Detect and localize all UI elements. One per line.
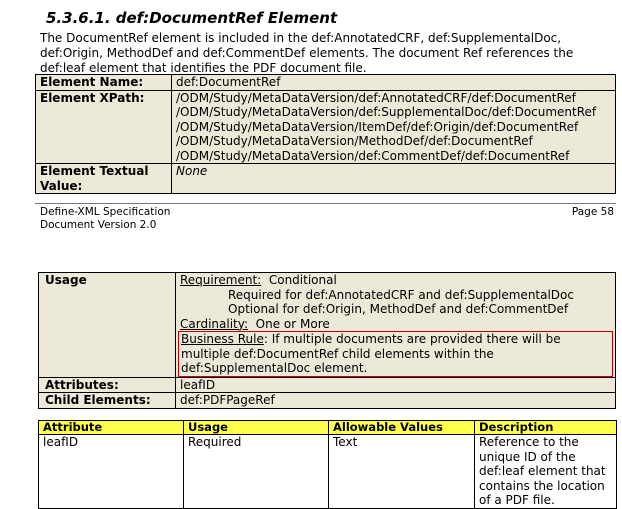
intro-line: The DocumentRef element is included in the def:AnnotatedCRF, def:SupplementalDoc, bbox=[40, 31, 562, 45]
element-xpath-row bbox=[36, 90, 616, 164]
usage-row bbox=[39, 273, 616, 378]
header-usage: Usage bbox=[184, 421, 329, 435]
child-elements-label: Child Elements: bbox=[39, 393, 176, 409]
business-rule-label: Business Rule bbox=[181, 332, 264, 346]
attributes-label: Attributes: bbox=[39, 377, 176, 393]
usage-details bbox=[176, 273, 616, 378]
requirement-value: Conditional bbox=[268, 273, 337, 287]
header-attribute: Attribute bbox=[39, 421, 184, 435]
cell-usage: Required bbox=[184, 435, 329, 509]
requirement-label: Requirement: bbox=[180, 273, 262, 287]
cardinality-line bbox=[180, 317, 611, 332]
optional-for-line: Optional for def:Origin, MethodDef and def:CommentDef bbox=[228, 302, 569, 316]
xpath-line: /ODM/Study/MetaDataVersion/def:SupplementalDoc/def:DocumentRef bbox=[176, 105, 597, 119]
business-rule-highlight bbox=[178, 331, 613, 377]
element-textual-row bbox=[36, 164, 616, 194]
element-textual-value: None bbox=[172, 164, 616, 194]
xpath-line: /ODM/Study/MetaDataVersion/MethodDef/def:DocumentRef bbox=[176, 134, 533, 148]
usage-label: Usage bbox=[39, 273, 176, 378]
child-elements-value: def:PDFPageRef bbox=[176, 393, 616, 409]
xpath-line: /ODM/Study/MetaDataVersion/def:CommentDef/def:DocumentRef bbox=[176, 148, 570, 163]
element-xpath-list bbox=[172, 90, 616, 164]
cardinality-label: Cardinality: bbox=[180, 316, 249, 331]
element-xpath-label: Element XPath: bbox=[36, 90, 172, 164]
page-footer-rule bbox=[35, 203, 616, 204]
footer-doc-version: Document Version 2.0 bbox=[40, 218, 157, 231]
element-textual-label: Element Textual Value: bbox=[36, 164, 172, 194]
attributes-row bbox=[39, 377, 616, 393]
intro-line: def:leaf element that identifies the PDF document file. bbox=[40, 61, 367, 75]
attribute-table-header bbox=[39, 421, 617, 435]
usage-table bbox=[38, 272, 616, 409]
intro-line: def:Origin, MethodDef and def:CommentDef elements. The document Ref references the bbox=[40, 46, 574, 60]
element-name-label: Element Name: bbox=[36, 75, 172, 91]
page-number: Page 58 bbox=[571, 206, 614, 218]
element-name-row bbox=[36, 75, 616, 91]
cell-attribute: leafID bbox=[39, 435, 184, 509]
attributes-value: leafID bbox=[176, 377, 616, 393]
table-row bbox=[39, 435, 617, 509]
attribute-table bbox=[38, 420, 617, 509]
business-rule-text: : If multiple documents are provided there will be multiple def:DocumentRef child elements within the def:SupplementalDoc element. bbox=[181, 332, 561, 375]
required-for-line: Required for def:AnnotatedCRF and def:SupplementalDoc bbox=[228, 287, 574, 302]
requirement-line bbox=[180, 273, 611, 288]
header-description: Description bbox=[475, 421, 617, 435]
xpath-line: /ODM/Study/MetaDataVersion/def:AnnotatedCRF/def:DocumentRef bbox=[176, 90, 576, 105]
cell-allowable-values: Text bbox=[329, 435, 475, 509]
element-definition-table bbox=[35, 74, 616, 194]
section-heading: 5.3.6.1. def:DocumentRef Element bbox=[46, 9, 338, 27]
child-elements-row bbox=[39, 393, 616, 409]
footer-spec-name: Define-XML Specification bbox=[40, 206, 171, 218]
header-allowable-values: Allowable Values bbox=[329, 421, 475, 435]
element-name-value: def:DocumentRef bbox=[172, 75, 616, 91]
xpath-line: /ODM/Study/MetaDataVersion/ItemDef/def:Origin/def:DocumentRef bbox=[176, 119, 579, 134]
page-footer-left bbox=[40, 206, 170, 231]
cardinality-value: One or More bbox=[255, 316, 330, 331]
cell-description: Reference to the unique ID of the def:leaf element that contains the location of a PDF file. bbox=[475, 435, 617, 509]
intro-paragraph bbox=[40, 31, 605, 76]
